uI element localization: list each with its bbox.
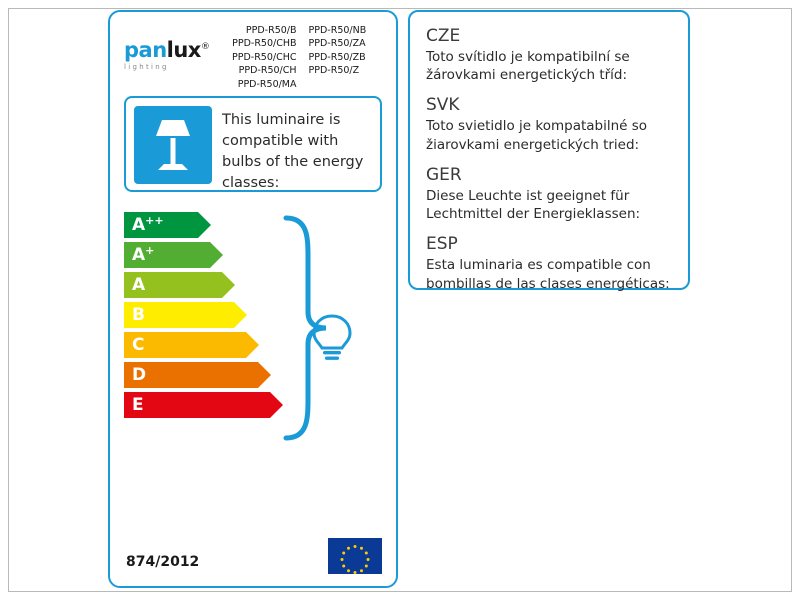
brand-wordmark — [124, 40, 234, 61]
regulation-number: 874/2012 — [126, 554, 200, 570]
language-code: SVK — [426, 95, 460, 116]
energy-class-label: C — [132, 335, 145, 355]
panlux-logo — [124, 40, 234, 71]
energy-class-arrow — [124, 362, 258, 388]
energy-class-row — [124, 272, 274, 298]
language-text: Diese Leuchte ist geeignet für Lechtmittel der Energieklassen: — [426, 187, 641, 223]
energy-class-arrow — [124, 302, 234, 328]
brand-name-lux: lux — [166, 38, 201, 62]
energy-class-row — [124, 392, 274, 418]
table-lamp-icon — [134, 106, 212, 184]
product-code: PPD-R50/B — [245, 25, 297, 36]
energy-class-arrow: A + — [124, 242, 210, 268]
energy-class-row — [124, 332, 274, 358]
brand-header — [110, 16, 396, 96]
energy-label-card — [108, 10, 398, 588]
energy-class-label: A — [132, 245, 146, 265]
language-block-esp — [426, 234, 674, 292]
product-code: PPD-R50/CHC — [232, 51, 297, 63]
product-code: PPD-R50/NB — [308, 25, 367, 36]
energy-class-label: A — [132, 215, 146, 235]
energy-class-row — [124, 302, 274, 328]
product-code-list — [232, 24, 366, 91]
language-block-ger — [426, 165, 674, 223]
product-code-column-right — [309, 24, 367, 91]
language-code: ESP — [426, 234, 458, 255]
product-code: PPD-R50/ZB — [308, 51, 366, 63]
energy-class-label: B — [132, 305, 145, 325]
compatibility-claim-text: This luminaire is compatible with bulbs of the energy classes: — [222, 112, 364, 192]
registered-mark: ® — [200, 42, 210, 52]
language-text: Toto svietidlo je kompatabilné so žiarovkami energetických tried: — [426, 118, 648, 153]
language-text: Esta luminaria es compatible con bombillas de las clases energéticas: — [426, 257, 670, 292]
energy-class-arrow: A ++ — [124, 212, 198, 238]
product-code: PPD-R50/CHB — [232, 38, 297, 50]
eu-flag-icon — [328, 538, 382, 574]
language-block-cze — [426, 26, 674, 84]
product-code: PPD-R50/MA — [237, 78, 297, 90]
language-code: CZE — [426, 26, 461, 46]
energy-class-arrow — [124, 392, 270, 418]
product-code: PPD-R50/CH — [238, 65, 297, 77]
energy-class-arrow — [124, 272, 222, 298]
compatibility-claim-box — [124, 96, 382, 192]
language-code: GER — [426, 164, 462, 185]
light-bulb-icon — [310, 312, 354, 362]
energy-class-row — [124, 212, 274, 238]
energy-class-label: D — [132, 365, 147, 385]
energy-class-label: E — [132, 395, 144, 415]
language-text: Toto svítidlo je kompatibilní se žárovkami energetických tříd: — [426, 49, 630, 84]
product-code: PPD-R50/ZA — [308, 38, 366, 50]
energy-class-arrow — [124, 332, 246, 358]
energy-class-label: A — [132, 275, 146, 295]
translations-card — [408, 10, 690, 290]
energy-class-row — [124, 242, 274, 268]
energy-class-scale — [124, 212, 274, 422]
brand-name-pan: pan — [124, 38, 167, 62]
product-code: PPD-R50/Z — [308, 65, 360, 77]
energy-class-row — [124, 362, 274, 388]
language-block-svk — [426, 95, 674, 153]
product-code-column-left — [232, 24, 297, 91]
brand-tagline: lighting — [124, 63, 169, 71]
